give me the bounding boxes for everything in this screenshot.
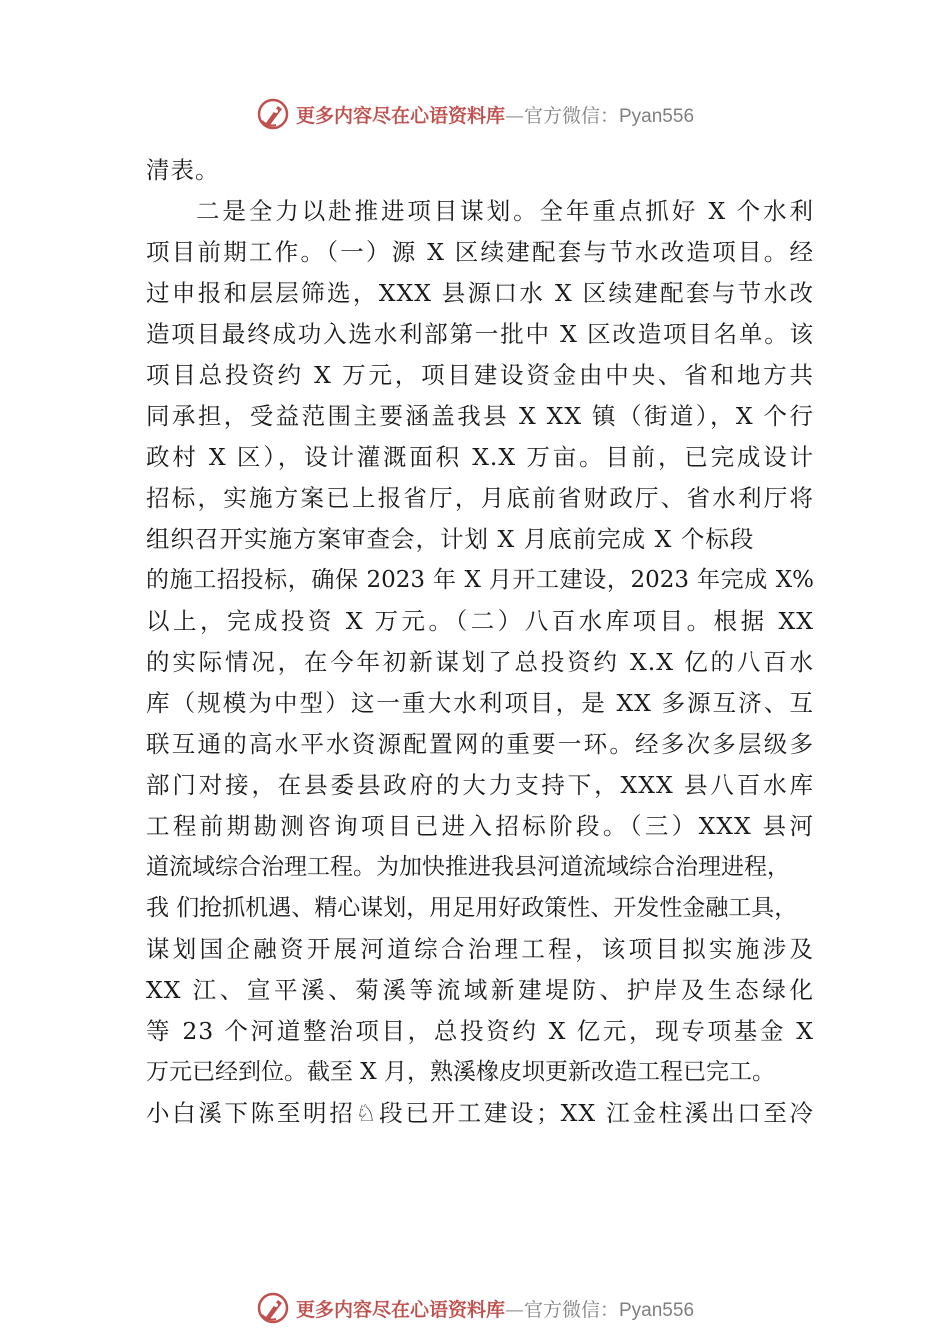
header-wechat-id: Pyan556 — [619, 105, 695, 127]
text-line: 谋划国企融资开展河道综合治理工程，该项目拟实施涉及 — [146, 935, 814, 963]
text-line: 的实际情况，在今年初新谋划了总投资约 X.X 亿的八百水 — [146, 648, 814, 676]
text-line: 二是全力以赴推进项目谋划。全年重点抓好 X 个水利 — [196, 197, 814, 225]
text-line: 政村 X 区），设计灌溉面积 X.X 万亩。目前，已完成设计 — [146, 443, 814, 471]
header-watermark — [0, 94, 950, 134]
text-line: 部门对接，在县委县政府的大力支持下，XXX 县八百水库 — [146, 771, 814, 799]
footer-site-name: 更多内容尽在心语资料库 — [295, 1298, 505, 1321]
text-line: 招标，实施方案已上报省厅，月底前省财政厅、省水利厅将 — [146, 484, 814, 512]
pen-nib-circle-icon — [256, 97, 290, 131]
text-line: 造项目最终成功入选水利部第一批中 X 区改造项目名单。该 — [146, 320, 814, 348]
document-body — [146, 150, 814, 1134]
footer-watermark-text — [296, 1295, 694, 1322]
text-line: 道流域综合治理工程。为加快推进我县河道流域综合治理进程， — [146, 854, 790, 880]
text-line: 的施工招投标，确保 2023 年 X 月开工建设，2023 年完成 X% — [146, 567, 814, 593]
footer-watermark — [0, 1288, 950, 1328]
footer-wechat-label: 官方微信： — [523, 1298, 619, 1321]
header-separator: — — [504, 104, 524, 127]
footer-separator: — — [504, 1298, 524, 1321]
text-line: 小白溪下陈至明招♘段已开工建设；XX 江金柱溪出口至冷 — [146, 1099, 814, 1127]
text-line: 组织召开实施方案审查会，计划 X 月底前完成 X 个标段 — [146, 525, 755, 553]
text-line: 项目前期工作。（一）源 X 区续建配套与节水改造项目。经 — [146, 238, 814, 266]
header-watermark-text — [296, 101, 694, 128]
text-line: 同承担，受益范围主要涵盖我县 X XX 镇（街道），X 个行 — [146, 402, 814, 430]
text-line: 过申报和层层筛选，XXX 县源口水 X 区续建配套与节水改 — [146, 279, 814, 307]
text-line: 项目总投资约 X 万元，项目建设资金由中央、省和地方共 — [146, 361, 814, 389]
text-line: 库（规模为中型）这一重大水利项目，是 XX 多源互济、互 — [146, 689, 814, 717]
text-line: 清表。 — [146, 156, 220, 184]
header-wechat-label: 官方微信： — [523, 104, 619, 127]
footer-wechat-id: Pyan556 — [619, 1299, 695, 1321]
header-site-name: 更多内容尽在心语资料库 — [295, 104, 505, 127]
text-line: XX 江、宣平溪、菊溪等流域新建堤防、护岸及生态绿化 — [146, 976, 814, 1004]
text-line: 以上，完成投资 X 万元。（二）八百水库项目。根据 XX — [146, 607, 814, 635]
text-line: 万元已经到位。截至 X 月，熟溪橡皮坝更新改造工程已完工。 — [146, 1059, 775, 1085]
text-line: 我 们抢抓机遇、精心谋划，用足用好政策性、开发性金融工具， — [146, 895, 798, 921]
text-line: 工程前期勘测咨询项目已进入招标阶段。（三）XXX 县河 — [146, 812, 814, 840]
pen-nib-circle-icon — [256, 1291, 290, 1325]
text-line: 联互通的高水平水资源配置网的重要一环。经多次多层级多 — [146, 730, 814, 758]
text-line: 等 23 个河道整治项目，总投资约 X 亿元，现专项基金 X — [146, 1017, 814, 1045]
